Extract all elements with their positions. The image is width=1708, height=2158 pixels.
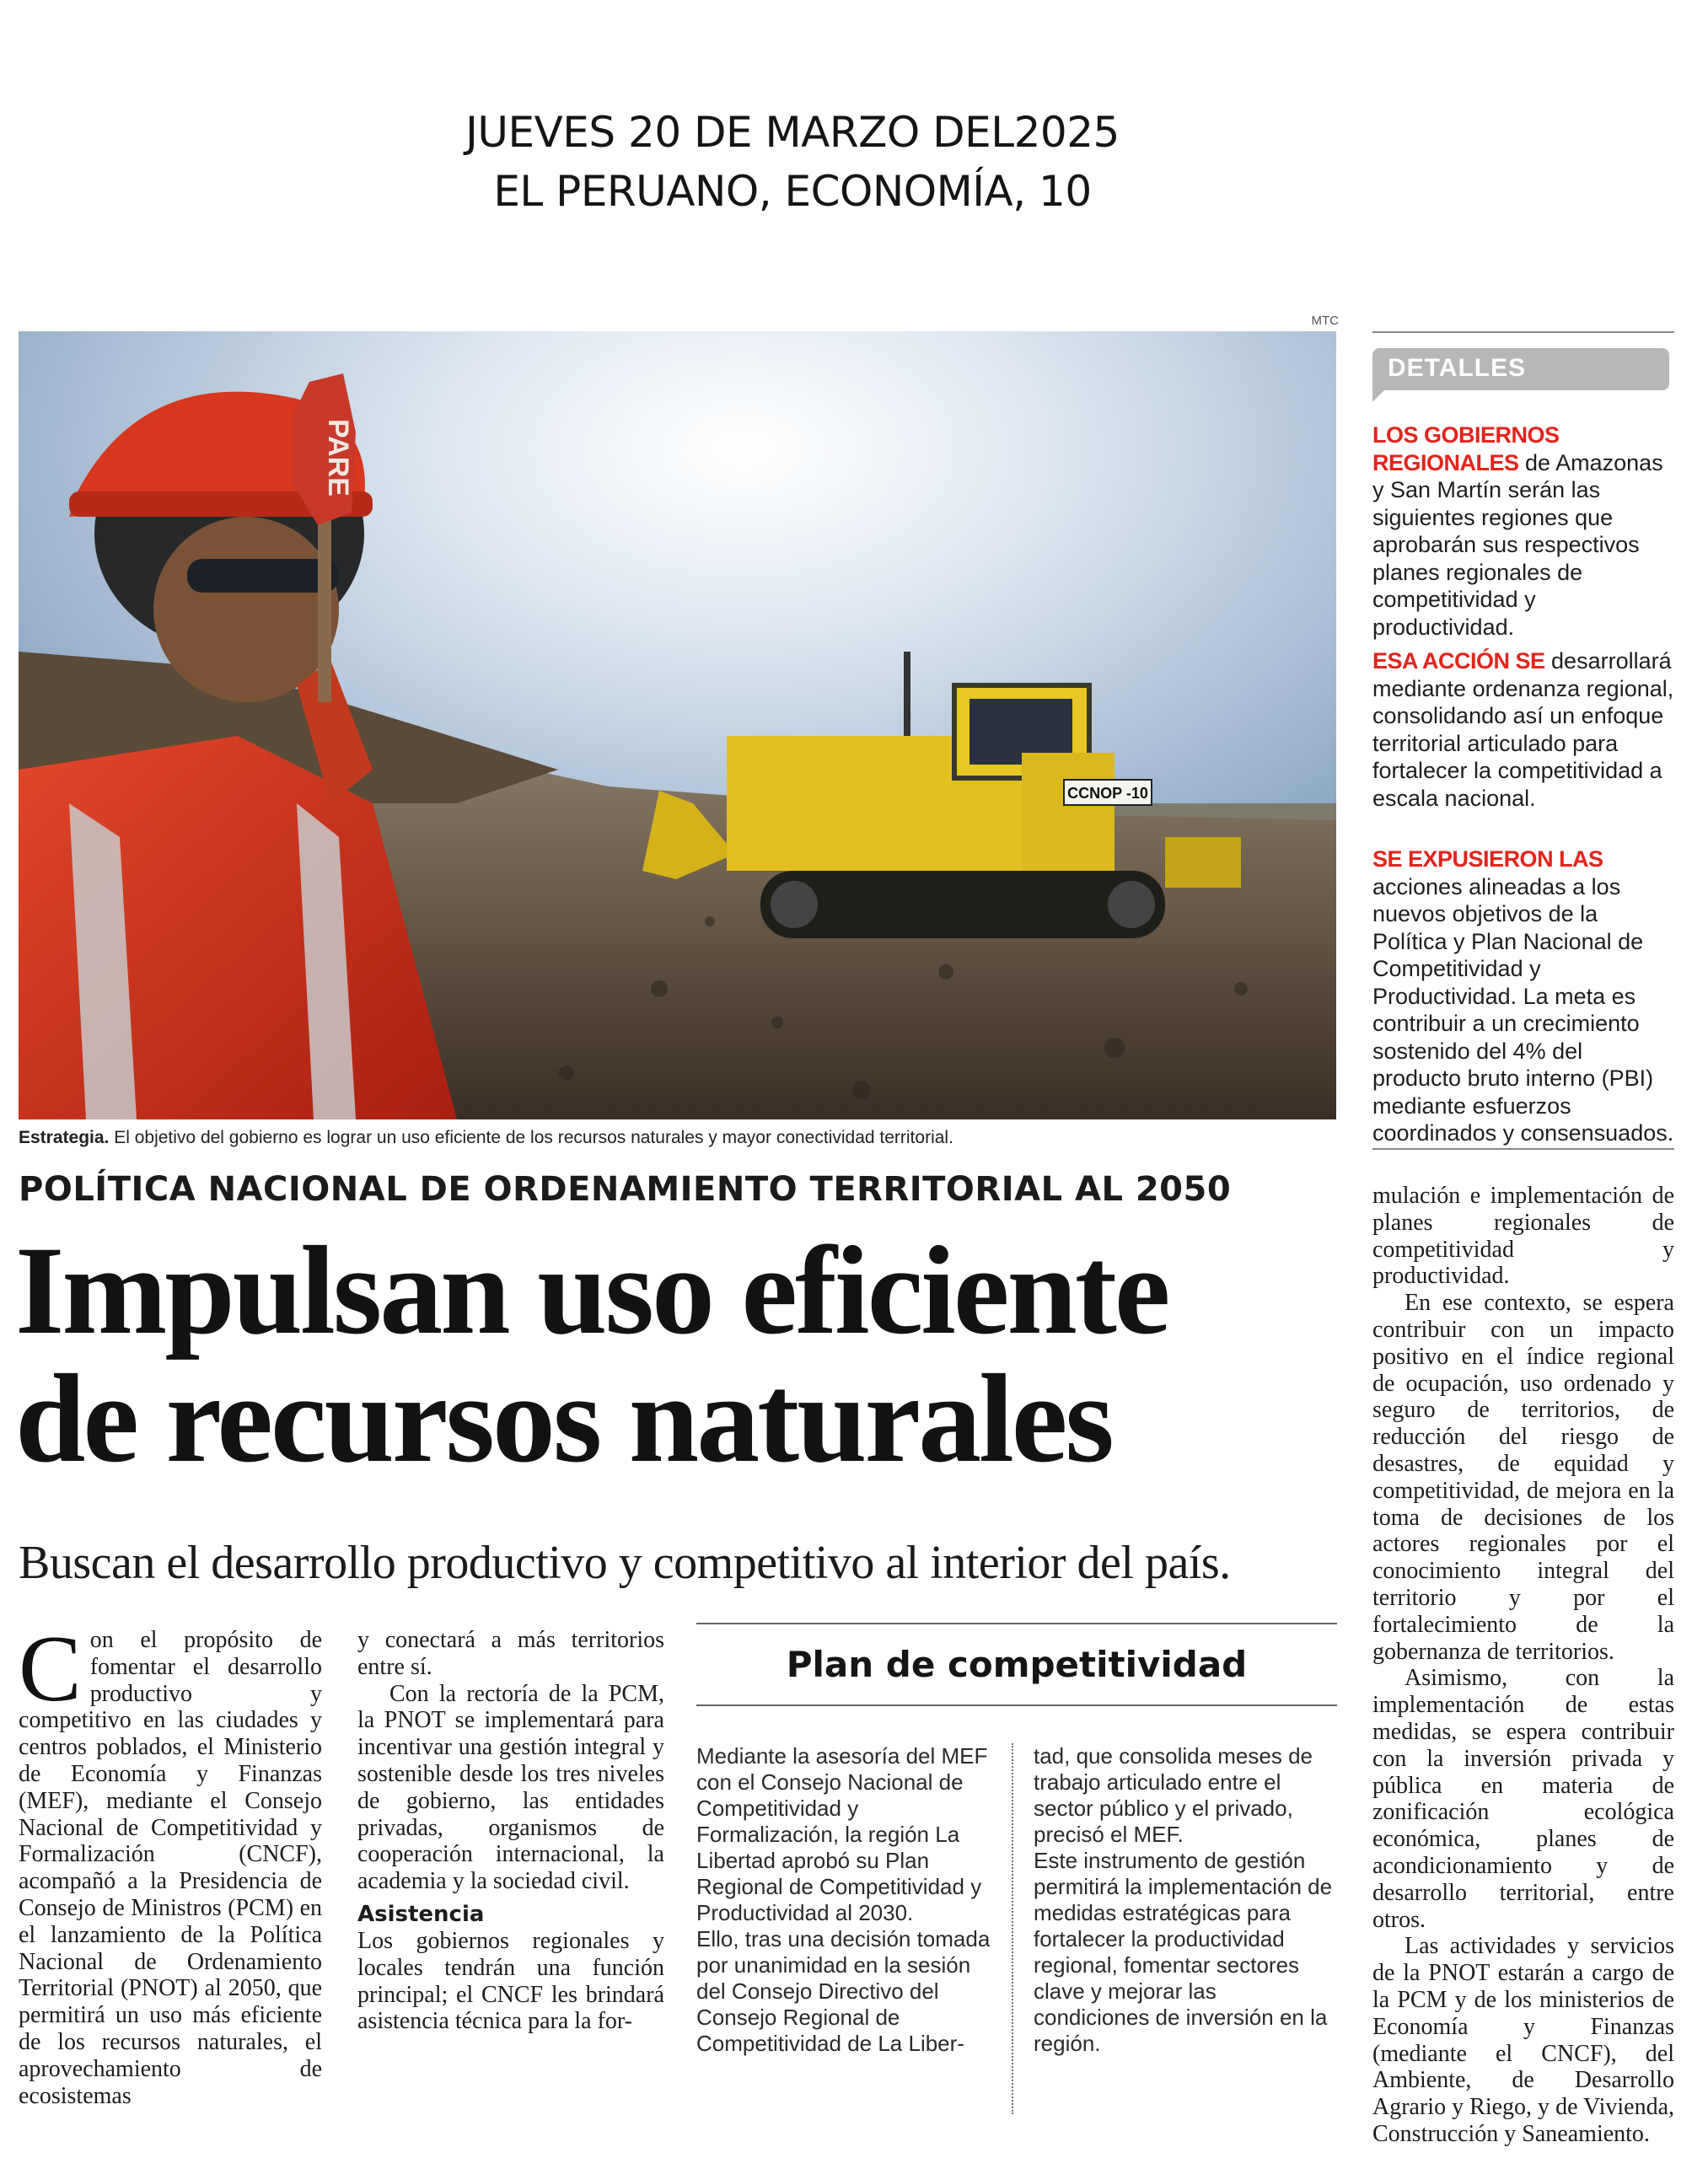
plan-paragraph: Este instrumento de gestión permitirá la implementación de medidas estratégicas para fortalecer la productividad regional, fomentar sectores clave y mejorar las condiciones de inversión en la región. xyxy=(1034,1848,1333,2056)
photo-caption xyxy=(19,1128,1336,1148)
issue-date: JUEVES 20 DE MARZO DEL2025 xyxy=(465,108,1120,157)
details-item-2 xyxy=(1372,647,1674,812)
headline-line-1: Impulsan uso eficiente xyxy=(15,1221,1168,1361)
paragraph: Las actividades y servicios de la PNOT estarán a cargo de la PCM y de los ministerios de Economía y Finanzas (mediante el CNCF), del Ambiente, de Desarrollo Agrario y Riego, y de Vivienda, Construcción y Saneamiento. xyxy=(1372,1933,1674,2147)
paragraph: mulación e implementación de planes regionales de competitividad y productividad. xyxy=(1372,1183,1674,1290)
issue-section: EL PERUANO, ECONOMÍA, 10 xyxy=(493,167,1092,216)
details-badge-label: DETALLES xyxy=(1388,354,1527,382)
article-column-2 xyxy=(357,1627,664,2035)
article-column-1 xyxy=(19,1617,322,2109)
sidebar-rule-top xyxy=(1372,331,1674,333)
plan-paragraph: tad, que consolida meses de trabajo articulado entre el sector público y el privado, precisó el MEF. xyxy=(1034,1743,1313,1847)
plan-column-2 xyxy=(1034,1743,1335,2057)
paragraph: Con la rectoría de la PCM, la PNOT se implementará para incentivar una gestión integral y sostenible desde los tres niveles de gobierno, las entidades privadas, organismos de cooperación internacional, la academia y la sociedad civil. xyxy=(357,1680,664,1895)
paragraph: Asimismo, con la implementación de estas medidas, se espera contribuir con la inversión privada y pública en materia de zonificación ecológica económica, planes de acondicionamiento y de desarrollo territorial, entre otros. xyxy=(1372,1665,1674,1933)
plan-paragraph: Mediante la asesoría del MEF con el Consejo Nacional de Competitividad y Formalización, la región La Libertad aprobó su Plan Regional de Competitividad y Productividad al 2030. xyxy=(696,1743,988,1925)
details-text: de Amazonas y San Martín serán las siguientes regiones que aprobarán sus respectivos planes regionales de competitividad y productividad. xyxy=(1372,449,1663,640)
plan-divider xyxy=(1012,1743,1013,2114)
headline-line-2: de recursos naturales xyxy=(15,1349,1112,1489)
plan-paragraph: Ello, tras una decisión tomada por unanimidad en la sesión del Consejo Directivo del Consejo Regional de Competitividad de La Liber- xyxy=(696,1926,991,2056)
section-subhead: Asistencia xyxy=(357,1901,485,1927)
details-lead: LOS GOBIERNOS REGIONALES xyxy=(1372,422,1560,475)
details-badge xyxy=(1372,348,1669,390)
headline xyxy=(15,1221,1347,1489)
details-item-1 xyxy=(1372,421,1674,641)
paragraph: En ese contexto, se espera contribuir con un impacto positivo en el índice regional de ocupación, uso ordenado y seguro de territorios, de reducción del riesgo de desastres, de equidad y competitividad, de mejora en la toma de decisiones de los actores regionales por el conocimiento integral del territorio y por el fortalecimiento de la gobernanza de territorios. xyxy=(1372,1290,1674,1665)
plan-title: Plan de competitividad xyxy=(786,1644,1248,1685)
plan-rule-top xyxy=(696,1623,1337,1624)
vehicle-label: CCNOP -10 xyxy=(1067,785,1148,802)
road-works-illustration xyxy=(19,331,1336,1119)
details-text: acciones alineadas a los nuevos objetivos de la Política y Plan Nacional de Competitividad y Productividad. La meta es contribuir a un crecimiento sostenido del 4% del producto bruto interno (PBI) mediante esfuerzos coordinados y consensuados. xyxy=(1372,873,1674,1146)
subheadline: Buscan el desarrollo productivo y competitivo al interior del país. xyxy=(19,1537,1231,1589)
news-photo xyxy=(19,331,1336,1119)
plan-rule-mid xyxy=(696,1704,1337,1706)
badge-tail xyxy=(1372,390,1384,402)
details-lead: SE EXPUSIERON LAS xyxy=(1372,846,1603,872)
details-lead: ESA ACCIÓN SE xyxy=(1372,648,1545,674)
sidebar-rule-bottom xyxy=(1372,1148,1674,1150)
paragraph: on el propósito de fomentar el desarrollo productivo y competitivo en las ciudades y centros poblados, el Ministerio de Economía y Finanzas (MEF), mediante el Consejo Nacional de Competitividad y Formalización (CNCF), acompañó a la Presidencia de Consejo de Ministros (PCM) en el lanzamiento de la Política Nacional de Ordenamiento Territorial (PNOT) al 2050, que permitirá un uso más eficiente de los recursos naturales, el aprovechamiento de ecosistemas xyxy=(19,1627,322,2109)
kicker: POLÍTICA NACIONAL DE ORDENAMIENTO TERRITORIAL AL 2050 xyxy=(19,1170,1232,1209)
caption-text: El objetivo del gobierno es lograr un uso eficiente de los recursos naturales y mayor conectividad territorial. xyxy=(109,1128,953,1147)
details-text: desarrollará mediante ordenanza regional, consolidando así un enfoque territorial articulado para fortalecer la competitividad a escala nacional. xyxy=(1372,648,1674,811)
paragraph: y conectará a más territorios entre sí. xyxy=(357,1627,664,1680)
details-item-3 xyxy=(1372,845,1674,1147)
paragraph: Los gobiernos regionales y locales tendrán una función principal; el CNCF les brindará asistencia técnica para la for- xyxy=(357,1927,664,2035)
photo-credit: MTC xyxy=(1311,314,1339,328)
caption-lead: Estrategia. xyxy=(19,1128,110,1147)
stop-sign-text: PARE xyxy=(322,419,354,497)
plan-column-1 xyxy=(696,1743,991,2057)
drop-cap: C xyxy=(19,1617,82,1721)
article-column-4 xyxy=(1372,1183,1674,2148)
